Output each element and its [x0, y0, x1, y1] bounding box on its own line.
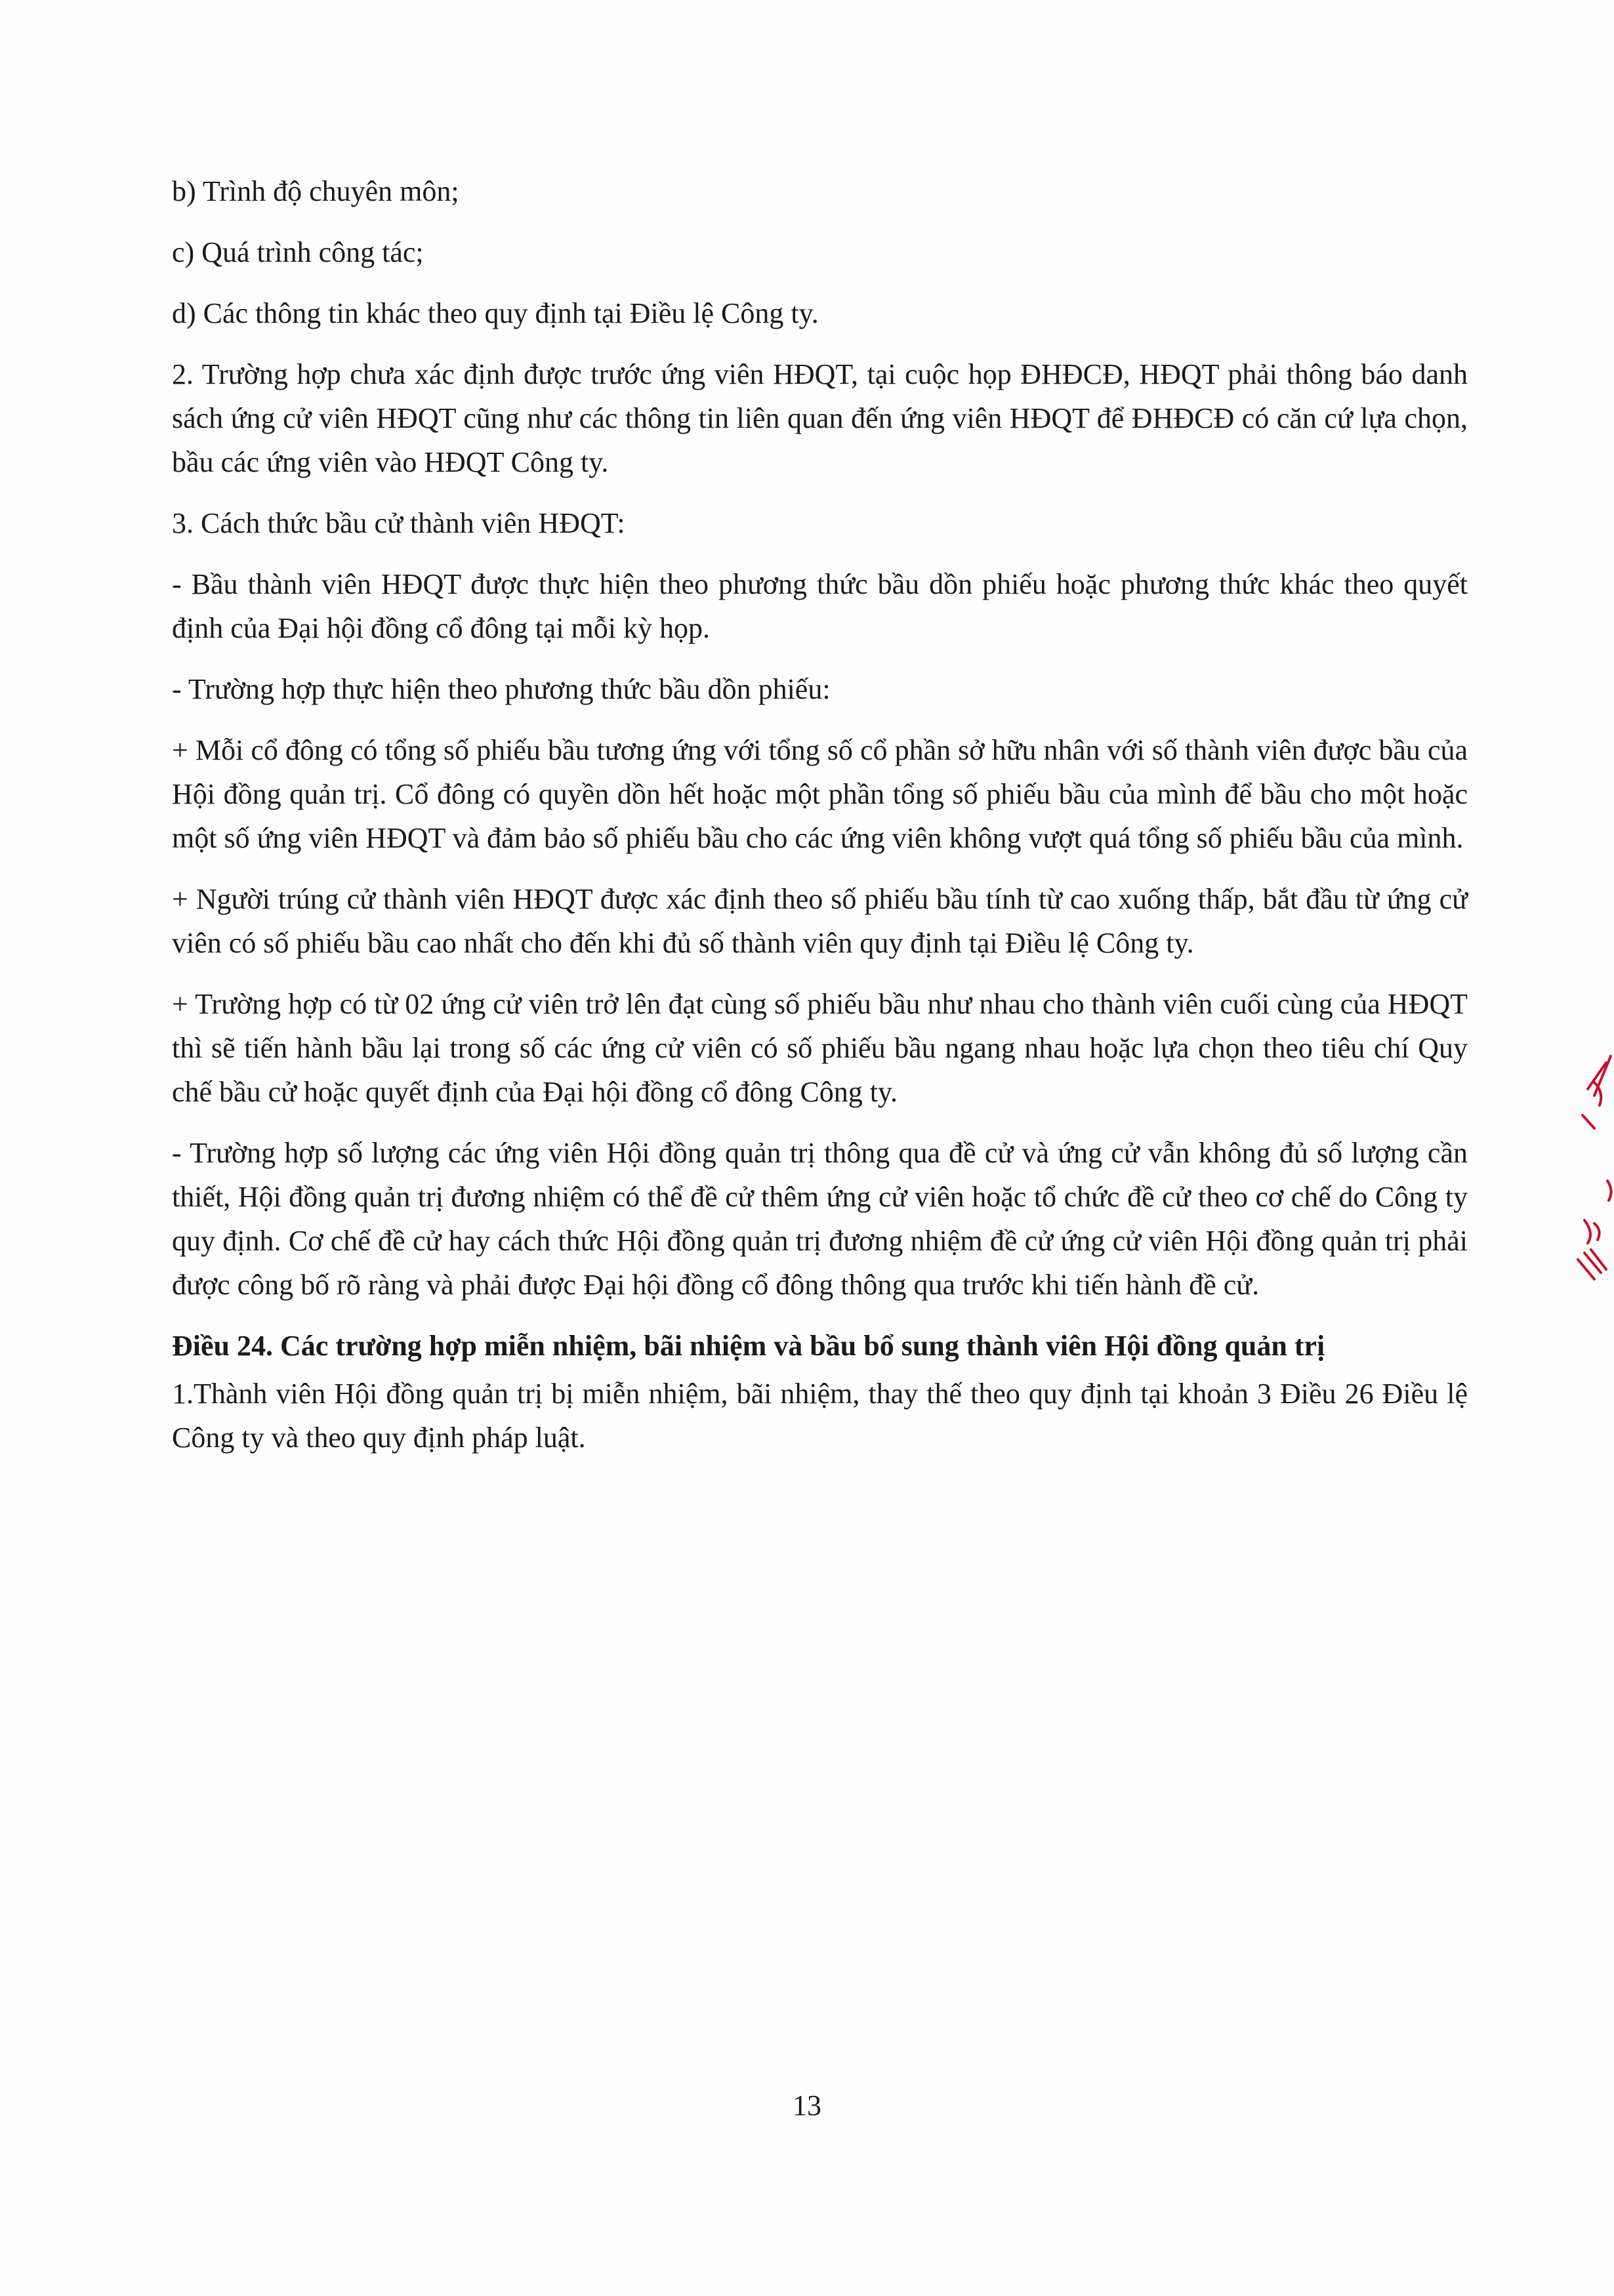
seal-stamp-edge-icon: [1548, 1043, 1614, 1292]
page-number: 13: [793, 2089, 821, 2122]
article-24-heading: Điều 24. Các trường hợp miễn nhiệm, bãi nhiệm và bầu bổ sung thành viên Hội đồng quản trị: [172, 1330, 1325, 1362]
plus-paragraph-1: + Mỗi cổ đông có tổng số phiếu bầu tương ứng với tổng số cổ phần sở hữu nhân với số thành viên được bầu của Hội đồng quản trị. Cổ đông có quyền dồn hết hoặc một phần tổng số phiếu bầu của mình để bầu cho một hoặc một số ứng viên HĐQT và đảm bảo số phiếu bầu cho các ứng viên không vượt quá tổng số phiếu bầu của mình.: [172, 734, 1468, 854]
list-item-b: b) Trình độ chuyên môn;: [172, 175, 459, 207]
clause-3-paragraph: 3. Cách thức bầu cử thành viên HĐQT:: [172, 507, 625, 539]
dash-paragraph-1: - Bầu thành viên HĐQT được thực hiện theo phương thức bầu dồn phiếu hoặc phương thức khác theo quyết định của Đại hội đồng cổ đông tại mỗi kỳ họp.: [172, 568, 1468, 644]
dash-paragraph-2: - Trường hợp thực hiện theo phương thức bầu dồn phiếu:: [172, 673, 831, 705]
dash-paragraph-3: - Trường hợp số lượng các ứng viên Hội đồng quản trị thông qua đề cử và ứng cử vẫn không đủ số lượng cần thiết, Hội đồng quản trị đương nhiệm có thể đề cử thêm ứng cử viên hoặc tổ chức đề cử theo cơ chế do Công ty quy định. Cơ chế đề cử hay cách thức Hội đồng quản trị đương nhiệm đề cử ứng cử viên Hội đồng quản trị phải được công bố rõ ràng và phải được Đại hội đồng cổ đông thông qua trước khi tiến hành đề cử.: [172, 1137, 1468, 1301]
article-24-paragraph-1: 1.Thành viên Hội đồng quản trị bị miễn nhiệm, bãi nhiệm, thay thế theo quy định tại khoản 3 Điều 26 Điều lệ Công ty và theo quy định pháp luật.: [172, 1378, 1468, 1454]
list-item-d: d) Các thông tin khác theo quy định tại Điều lệ Công ty.: [172, 297, 819, 329]
clause-2-paragraph: 2. Trường hợp chưa xác định được trước ứng viên HĐQT, tại cuộc họp ĐHĐCĐ, HĐQT phải thông báo danh sách ứng cử viên HĐQT cũng như các thông tin liên quan đến ứng viên HĐQT để ĐHĐCĐ có căn cứ lựa chọn, bầu các ứng viên vào HĐQT Công ty.: [172, 358, 1468, 478]
document-body: [172, 169, 1468, 1477]
plus-paragraph-2: + Người trúng cử thành viên HĐQT được xác định theo số phiếu bầu tính từ cao xuống thấp, bắt đầu từ ứng cử viên có số phiếu bầu cao nhất cho đến khi đủ số thành viên quy định tại Điều lệ Công ty.: [172, 883, 1468, 959]
list-item-c: c) Quá trình công tác;: [172, 236, 424, 268]
plus-paragraph-3: + Trường hợp có từ 02 ứng cử viên trở lên đạt cùng số phiếu bầu như nhau cho thành viên cuối cùng của HĐQT thì sẽ tiến hành bầu lại trong số các ứng cử viên có số phiếu bầu ngang nhau hoặc lựa chọn theo tiêu chí Quy chế bầu cử hoặc quyết định của Đại hội đồng cổ đông Công ty.: [172, 988, 1468, 1108]
